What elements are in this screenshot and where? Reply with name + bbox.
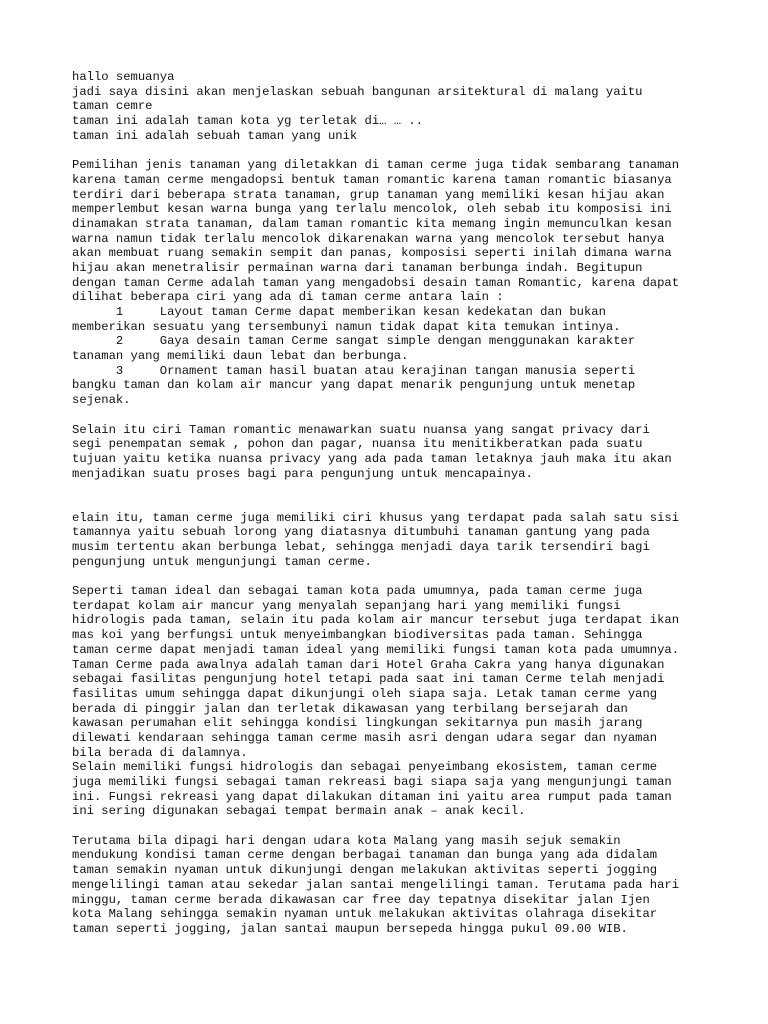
text-line: musim tertentu akan berbunga lebat, sehingga menjadi daya tarik tersendiri bagi [72,540,650,555]
text-line: tanaman yang memiliki daun lebat dan berbunga. [72,349,409,364]
paragraph-gap [72,143,712,158]
text-line: menjadikan suatu proses bagi para pengunjung untuk mencapainya. [72,466,533,481]
text-line: ini. Fungsi rekreasi yang dapat dilakukan ditaman ini yaitu area rumput pada taman [72,789,672,804]
text-line: kawasan perumahan elit sehingga kondisi lingkungan sekitarnya pun masih jarang [72,716,643,731]
text-line: ini sering digunakan sebagai tempat bermain anak – anak kecil. [72,804,526,819]
text-line: dilihat beberapa ciri yang ada di taman cerme antara lain : [72,290,504,305]
text-line: dilewati kendaraan sehingga taman cerme masih asri dengan udara segar dan nyaman [72,730,658,745]
text-line: tujuan yaitu ketika nuansa privacy yang ada pada taman letaknya jauh maka itu akan [72,451,672,466]
text-line: pengunjung untuk mengunjungi taman cerme. [72,554,372,569]
text-line: taman ini adalah sebuah taman yang unik [72,128,358,143]
text-line: fasilitas umum sehingga dapat dikunjungi oleh siapa saja. Letak taman cerme yang [72,686,658,701]
text-line: taman ini adalah taman kota yg terletak di… … .. [72,114,424,129]
text-line: hallo semuanya [72,70,175,84]
text-line: akan membuat ruang semakin sempit dan panas, komposisi seperti inilah dimana warna [72,246,672,261]
list-item: 3 Ornament taman hasil buatan atau kerajinan tangan manusia seperti [72,363,636,378]
text-line: elain itu, taman cerme juga memiliki ciri khusus yang terdapat pada salah satu sisi [72,510,680,525]
text-line: taman cerme dapat menjadi taman ideal yang memiliki fungsi taman kota pada umumnya. [72,642,680,657]
text-line: kota Malang sehingga semakin nyaman untuk melakukan aktivitas olahraga disekitar [72,907,658,922]
text-line: Selain itu ciri Taman romantic menawarkan suatu nuansa yang sangat privacy dari [72,422,650,437]
text-line: taman seperti jogging, jalan santai maupun bersepeda hingga pukul 09.00 WIB. [72,921,628,936]
text-line: bangku taman dan kolam air mancur yang dapat menarik pengunjung untuk menetap [72,378,636,393]
paragraph-morning-activities [72,834,712,937]
text-line: mas koi yang berfungsi untuk menyeimbangkan biodiversitas pada taman. Sehingga [72,628,643,643]
text-line: taman semakin nyaman untuk dikunjungi dengan melakukan aktivitas seperti jogging [72,863,658,878]
text-line: dinamakan strata tanaman, dalam taman romantic kita memang ingin memunculkan kesan [72,216,672,231]
paragraph-plant-selection [72,158,712,408]
paragraph-hanging-corridor [72,511,712,570]
text-line: Taman Cerme pada awalnya adalah taman dari Hotel Graha Cakra yang hanya digunakan [72,657,665,672]
text-line: minggu, taman cerme berada dikawasan car free day tepatnya disekitar jalan Ijen [72,892,650,907]
text-line: warna namun tidak terlalu mencolok dikarenakan warna yang mencolok tersebut hanya [72,231,665,246]
text-line: dengan taman Cerme adalah taman yang mengadobsi desain taman Romantic, karena dapat [72,275,680,290]
paragraph-romantic-privacy [72,423,712,482]
paragraph-gap [72,569,712,584]
text-line: terdapat kolam air mancur yang menyalah sepanjang hari yang memiliki fungsi [72,598,621,613]
paragraph-gap [72,481,712,510]
text-line: Terutama bila dipagi hari dengan udara kota Malang yang masih sejuk semakin [72,833,621,848]
text-line: mendukung kondisi taman cerme dengan berbagai tanaman dan bunga yang ada didalam [72,848,658,863]
text-line: memberikan sesuatu yang tersembunyi namun tidak dapat kita temukan intinya. [72,319,621,334]
list-item: 2 Gaya desain taman Cerme sangat simple dengan menggunakan karakter [72,334,636,349]
text-line: karena taman cerme mengadopsi bentuk taman romantic karena taman romantic biasanya [72,172,672,187]
text-line: juga memiliki fungsi sebagai taman rekreasi bagi siapa saja yang mengunjungi taman [72,775,672,790]
text-line: berada di pinggir jalan dan terletak dikawasan yang terbilang bersejarah dan [72,701,628,716]
text-line: sebagai fasilitas pengunjung hotel tetapi pada saat ini taman Cerme telah menjadi [72,672,665,687]
text-line: mengelilingi taman atau sekedar jalan santai mengelilingi taman. Terutama pada hari [72,877,680,892]
text-line: Selain memiliki fungsi hidrologis dan sebagai penyeimbang ekosistem, taman cerme [72,760,658,775]
list-item: 1 Layout taman Cerme dapat memberikan kesan kedekatan dan bukan [72,305,606,319]
paragraph-gap [72,408,712,423]
text-line: memperlembut kesan warna bunga yang terlalu mencolok, oleh sebab itu komposisi ini [72,202,672,217]
text-line: jadi saya disini akan menjelaskan sebuah bangunan arsitektural di malang yaitu [72,84,643,99]
text-line: hijau akan menetralisir permainan warna dari tanaman berbunga indah. Begitupun [72,260,643,275]
document-page [72,70,712,937]
text-line: taman cemre [72,99,153,114]
text-line: terdiri dari beberapa strata tanaman, grup tanaman yang memiliki kesan hijau akan [72,187,665,202]
paragraph-gap [72,819,712,834]
text-line: tamannya yaitu sebuah lorong yang diatasnya ditumbuhi tanaman gantung yang pada [72,525,650,540]
paragraph-fountain-function [72,584,712,819]
text-line: Pemilihan jenis tanaman yang diletakkan di taman cerme juga tidak sembarang tanaman [72,158,680,173]
text-line: Seperti taman ideal dan sebagai taman kota pada umumnya, pada taman cerme juga [72,584,643,599]
intro-block [72,70,712,143]
text-line: hidrologis pada taman, selain itu pada kolam air mancur tersebut juga terdapat ikan [72,613,680,628]
text-line: bila berada di dalamnya. [72,745,248,760]
text-line: segi penempatan semak , pohon dan pagar, nuansa itu menitikberatkan pada suatu [72,437,643,452]
text-line: sejenak. [72,393,131,408]
